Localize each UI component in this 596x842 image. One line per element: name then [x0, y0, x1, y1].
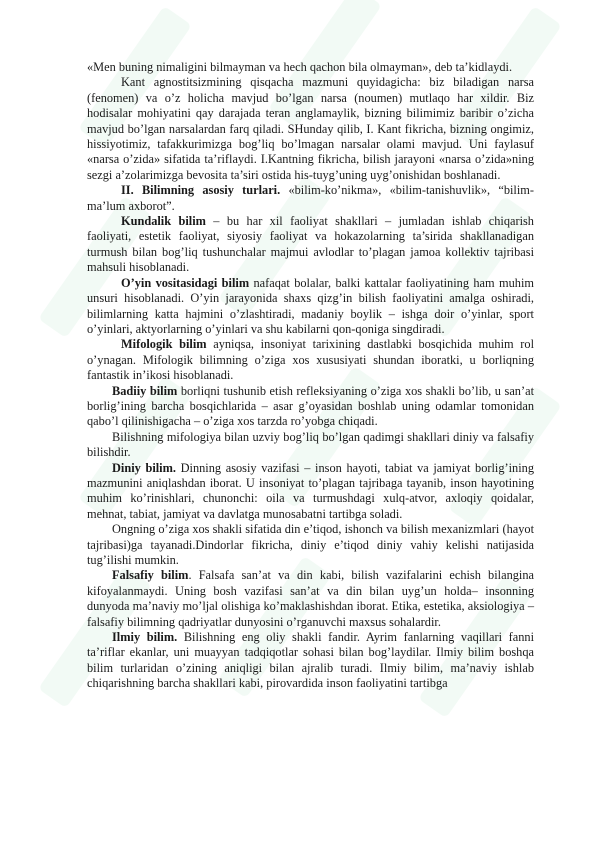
- paragraph: [87, 276, 534, 338]
- paragraph-text: Bilishning mifologiya bilan uzviy bog’liq bo’lgan qadimgi shakllari diniy va falsafiy bilishdir.: [87, 429, 534, 460]
- paragraph: [87, 183, 534, 214]
- paragraph-text: «bilim-ko’nikma», «bilim-tanishuvlik», “bilim-ma’lum axborot”.: [87, 183, 534, 213]
- paragraph-heading: O’yin vositasidagi bilim: [121, 275, 250, 290]
- paragraph: [87, 384, 534, 430]
- paragraph-heading: Mifologik bilim: [121, 337, 207, 352]
- paragraph-text: Bilishning eng oliy shakli fandir. Ayrim fanlarning vaqillari fanni ta’riflar ekanlar, uni muayyan tadqiqotlar sohasi bilan bog’laydilar. Ilmiy bilim boshqa bilim turlaridan o’zining aniqligi bilan ajralib turadi. Ilmiy bilim, ma’naviy ishlab chiqarishning barcha shakllari kabi, pirovardida inson faoliyatini tartibga: [87, 630, 534, 691]
- paragraph-text: ayniqsa, insoniyat tarixining dastlabki bosqichida muhim rol o’ynagan. Mifologik bilimning o’ziga xos xususiyati shundan iboratki, u borliqning fantastik in’ikosi hisoblanadi.: [87, 337, 535, 383]
- paragraph: [87, 568, 534, 630]
- paragraph: [87, 337, 534, 383]
- paragraph: [87, 60, 534, 75]
- paragraph-text: . Falsafa san’at va din kabi, bilish vazifalarini echish bilangina kifoyalanmaydi. Uning bosh vazifasi san’at va din bilan uyg’un holda– insonning dunyoda ma’naviy mo’ljal olishiga ko’maklashishdan iborat. Etika, estetika, aksiologiya – falsafiy bilimning qadriyatlar dunyosini o’rganuvchi maxsus sohalardir.: [87, 568, 534, 629]
- paragraph: [87, 430, 534, 461]
- paragraph: [87, 630, 534, 692]
- paragraph-heading: Badiiy bilim: [112, 383, 178, 398]
- paragraph: [87, 75, 534, 183]
- paragraph-text: – bu har xil faoliyat shakllari – jumladan ishlab chiqarish faoliyati, estetik faoliyat, siyosiy faoliyat va hokazolarning ta’sirida shakllanadigan turmush bilan bog’liq tushunchalar majmui avlodlar to’plagan jamoa kollektiv tajribasi mahsuli hisoblanadi.: [87, 214, 534, 275]
- paragraph-text: nafaqat bolalar, balki kattalar faoliyatining ham muhim unsuri hisoblanadi. O’yin jarayonida shaxs qizg’in bilish faoliyatini amalga oshiradi, bilimlarning katta hajmini o’zlashtiradi, madaniy boylik – ishga doir o’yinlar, sport o’yinlari, aktyorlarning o’yinlari va shu kabilarni qon-qoniga singdiradi.: [87, 275, 534, 336]
- paragraph-text: «Men buning nimaligini bilmayman va hech qachon bila olmayman», deb ta’kidlaydi.: [87, 60, 513, 74]
- paragraph-heading: II. Bilimning asosiy turlari.: [121, 183, 281, 198]
- paragraph-text: borliqni tushunib etish refleksiyaning o’ziga xos shakli bo’lib, u san’at borlig’ining barcha bosqichlarida – asar g’oyasidan boshlab uning odamlar tomonidan qabo’l qilinishigacha – o’ziga xos tarzda ro’yobga chiqadi.: [87, 383, 534, 429]
- paragraph: [87, 461, 534, 523]
- paragraph-heading: Kundalik bilim: [121, 214, 206, 229]
- paragraph-heading: Diniy bilim.: [112, 460, 176, 475]
- paragraph: [87, 522, 534, 568]
- paragraph-heading: Falsafiy bilim: [112, 568, 189, 583]
- paragraph-text: Dinning asosiy vazifasi – inson hayoti, tabiat va jamiyat borlig’ining mazmunini aniqlashdan iborat. U insoniyat to’plagan tajribaga tayanib, inson hayotining muhim ko’rinishlari, chunonchi: oila va turmushdagi xulq-atvor, axloqiy qoidalar, mehnat, tabiat, jamiyat va davlatga munosabatni tartibga soladi.: [87, 460, 535, 521]
- paragraph-heading: Ilmiy bilim.: [112, 630, 178, 645]
- document-body: [87, 60, 534, 692]
- paragraph-text: Ongning o’ziga xos shakli sifatida din e’tiqod, ishonch va bilish mexanizmlari (hayot tajribasi)ga tayanadi.Dindorlar fikricha, diniy e’tiqod diniy vahiy kelishi natijasida tug’ilishi mumkin.: [87, 522, 534, 567]
- paragraph: [87, 214, 534, 276]
- paragraph-text: Kant agnostitsizmining qisqacha mazmuni quyidagicha: biz biladigan narsa (fenomen) va o’z holicha mavjud bo’lgan narsa (noumen) mutlaqo har xildir. Biz hodisalar mohiyatini qay darajada teran anglamaylik, bizning bilimimiz baribir o’zicha mavjud bo’lgan narsalardan farq qiladi. SHunday qilib, I. Kant fikricha, bizning ongimiz, hissiyotimiz, tafakkurimizga bog’liq bo’lmagan narsalar olami mavjud. Uni faylasuf «narsa o’zida» sifatida ta’riflaydi. I.Kantning fikricha, bilish jarayoni «narsa o’zida»ning sezgi a’zolarimizga bevosita ta’siri ostida his-tuyg’uning uyg’onishidan boshlanadi.: [87, 75, 534, 182]
